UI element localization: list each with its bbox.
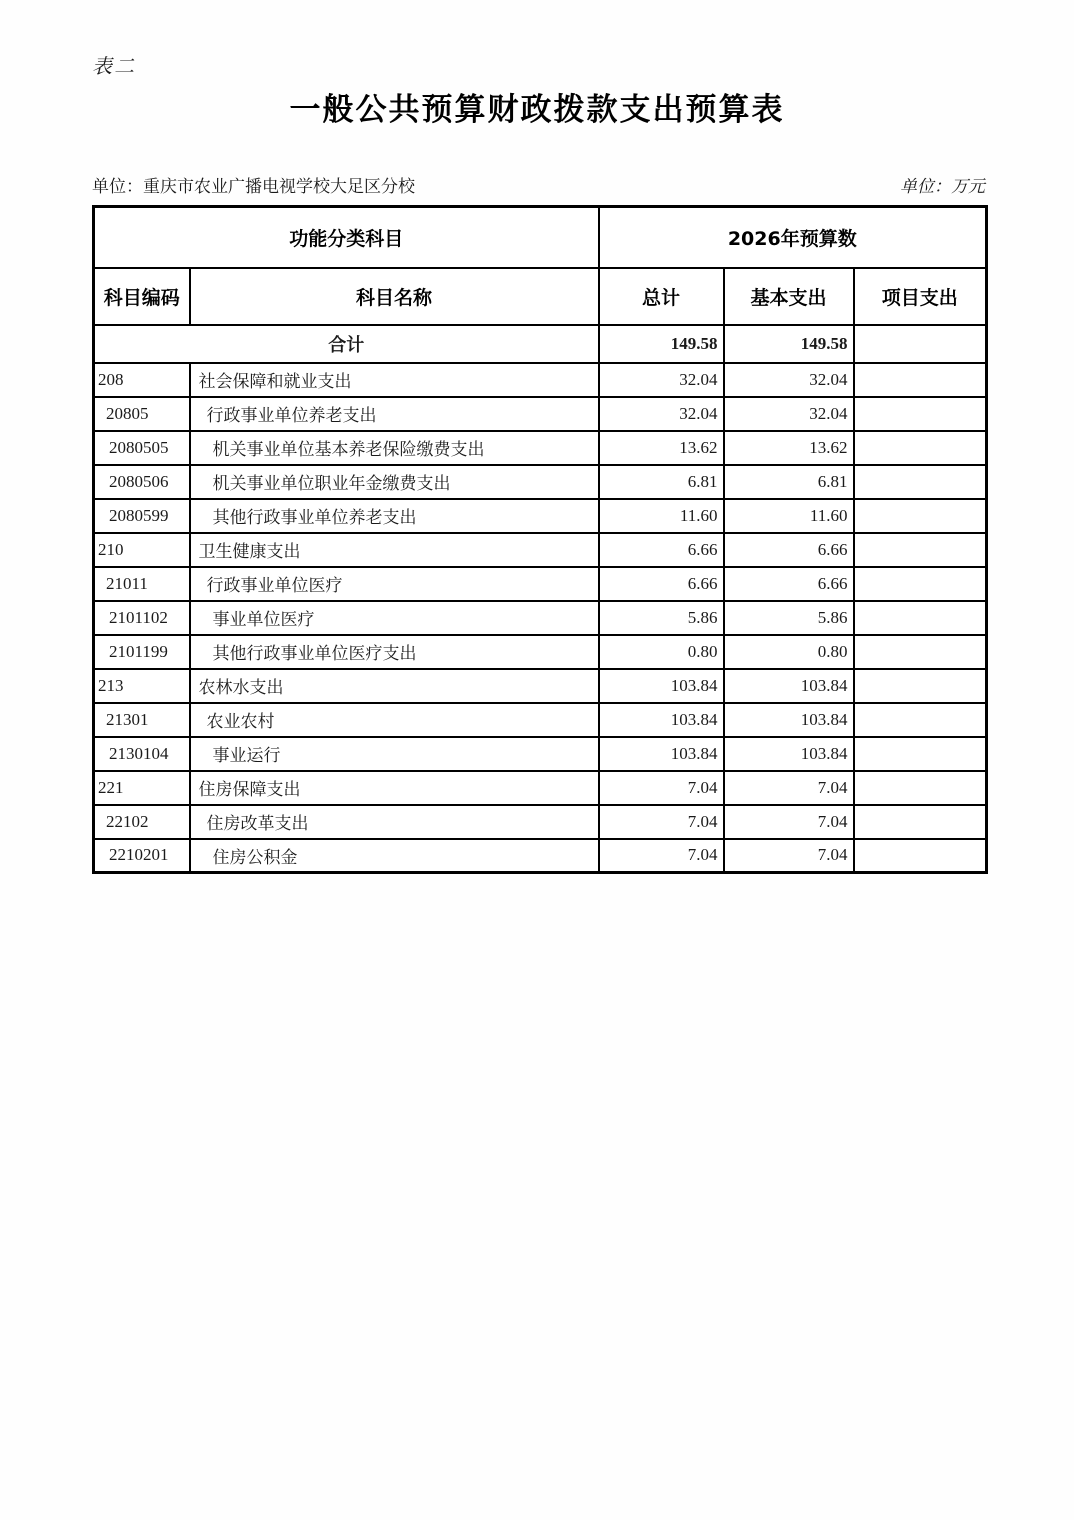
project-value xyxy=(854,431,987,465)
table-row xyxy=(94,363,987,397)
subject-name: 卫生健康支出 xyxy=(190,533,599,567)
basic-value: 103.84 xyxy=(724,703,854,737)
project-value xyxy=(854,669,987,703)
total-value: 32.04 xyxy=(599,363,724,397)
total-row-label: 合计 xyxy=(94,325,599,363)
total-row-project-value xyxy=(854,325,987,363)
subject-code: 20805 xyxy=(94,397,190,431)
table-row xyxy=(94,601,987,635)
total-value: 7.04 xyxy=(599,805,724,839)
table-row xyxy=(94,703,987,737)
total-value: 0.80 xyxy=(599,635,724,669)
unit-organization: 单位：重庆市农业广播电视学校大足区分校 xyxy=(92,177,415,196)
total-value: 103.84 xyxy=(599,703,724,737)
basic-value: 32.04 xyxy=(724,363,854,397)
subject-code: 2210201 xyxy=(94,839,190,873)
subject-code: 2101102 xyxy=(94,601,190,635)
subject-name: 农林水支出 xyxy=(190,669,599,703)
project-value xyxy=(854,499,987,533)
basic-value: 7.04 xyxy=(724,771,854,805)
subject-name: 住房保障支出 xyxy=(190,771,599,805)
table-number-label: 表二 xyxy=(92,56,136,78)
table-row xyxy=(94,465,987,499)
total-value: 6.81 xyxy=(599,465,724,499)
table-total-row xyxy=(94,325,987,363)
column-header-subject-code: 科目编码 xyxy=(94,268,190,325)
project-value xyxy=(854,397,987,431)
total-value: 103.84 xyxy=(599,737,724,771)
column-header-subject-name: 科目名称 xyxy=(190,268,599,325)
project-value xyxy=(854,771,987,805)
column-header-basic-expenditure: 基本支出 xyxy=(724,268,854,325)
subject-name: 住房改革支出 xyxy=(190,805,599,839)
subject-name: 住房公积金 xyxy=(190,839,599,873)
subject-name: 事业单位医疗 xyxy=(190,601,599,635)
basic-value: 32.04 xyxy=(724,397,854,431)
subject-name: 机关事业单位基本养老保险缴费支出 xyxy=(190,431,599,465)
table-row xyxy=(94,567,987,601)
subject-code: 208 xyxy=(94,363,190,397)
basic-value: 13.62 xyxy=(724,431,854,465)
header-budget-year: 2026年预算数 xyxy=(599,207,987,268)
header-function-classification: 功能分类科目 xyxy=(94,207,599,268)
total-value: 5.86 xyxy=(599,601,724,635)
total-row-basic-value: 149.58 xyxy=(724,325,854,363)
subject-name: 事业运行 xyxy=(190,737,599,771)
total-value: 11.60 xyxy=(599,499,724,533)
project-value xyxy=(854,601,987,635)
table-row xyxy=(94,737,987,771)
table-row xyxy=(94,431,987,465)
total-row-total-value: 149.58 xyxy=(599,325,724,363)
total-value: 7.04 xyxy=(599,839,724,873)
unit-currency: 单位：万元 xyxy=(900,177,985,196)
subject-code: 210 xyxy=(94,533,190,567)
table-row xyxy=(94,635,987,669)
basic-value: 103.84 xyxy=(724,669,854,703)
subject-name: 其他行政事业单位医疗支出 xyxy=(190,635,599,669)
table-column-header-row xyxy=(94,268,987,325)
subject-code: 2080506 xyxy=(94,465,190,499)
project-value xyxy=(854,737,987,771)
subject-code: 213 xyxy=(94,669,190,703)
basic-value: 0.80 xyxy=(724,635,854,669)
subject-code: 221 xyxy=(94,771,190,805)
table-row xyxy=(94,533,987,567)
subject-code: 2130104 xyxy=(94,737,190,771)
basic-value: 6.81 xyxy=(724,465,854,499)
subject-name: 农业农村 xyxy=(190,703,599,737)
project-value xyxy=(854,805,987,839)
table-row xyxy=(94,805,987,839)
project-value xyxy=(854,703,987,737)
basic-value: 6.66 xyxy=(724,567,854,601)
column-header-project-expenditure: 项目支出 xyxy=(854,268,987,325)
table-group-header-row xyxy=(94,207,987,268)
subject-name: 其他行政事业单位养老支出 xyxy=(190,499,599,533)
document-title: 一般公共预算财政拨款支出预算表 xyxy=(289,92,785,128)
column-header-total: 总计 xyxy=(599,268,724,325)
table-row xyxy=(94,771,987,805)
subject-name: 行政事业单位医疗 xyxy=(190,567,599,601)
basic-value: 103.84 xyxy=(724,737,854,771)
subject-name: 社会保障和就业支出 xyxy=(190,363,599,397)
project-value xyxy=(854,635,987,669)
table-row xyxy=(94,499,987,533)
table-row xyxy=(94,669,987,703)
subject-code: 2080599 xyxy=(94,499,190,533)
total-value: 6.66 xyxy=(599,533,724,567)
subject-name: 行政事业单位养老支出 xyxy=(190,397,599,431)
subject-code: 2101199 xyxy=(94,635,190,669)
basic-value: 7.04 xyxy=(724,805,854,839)
project-value xyxy=(854,567,987,601)
total-value: 7.04 xyxy=(599,771,724,805)
unit-line xyxy=(92,172,985,197)
subject-code: 21301 xyxy=(94,703,190,737)
basic-value: 11.60 xyxy=(724,499,854,533)
project-value xyxy=(854,533,987,567)
basic-value: 5.86 xyxy=(724,601,854,635)
project-value xyxy=(854,465,987,499)
subject-code: 22102 xyxy=(94,805,190,839)
subject-code: 2080505 xyxy=(94,431,190,465)
subject-code: 21011 xyxy=(94,567,190,601)
total-value: 32.04 xyxy=(599,397,724,431)
budget-table xyxy=(92,205,988,874)
table-row xyxy=(94,839,987,873)
total-value: 103.84 xyxy=(599,669,724,703)
basic-value: 6.66 xyxy=(724,533,854,567)
table-row xyxy=(94,397,987,431)
total-value: 13.62 xyxy=(599,431,724,465)
basic-value: 7.04 xyxy=(724,839,854,873)
project-value xyxy=(854,363,987,397)
subject-name: 机关事业单位职业年金缴费支出 xyxy=(190,465,599,499)
project-value xyxy=(854,839,987,873)
total-value: 6.66 xyxy=(599,567,724,601)
